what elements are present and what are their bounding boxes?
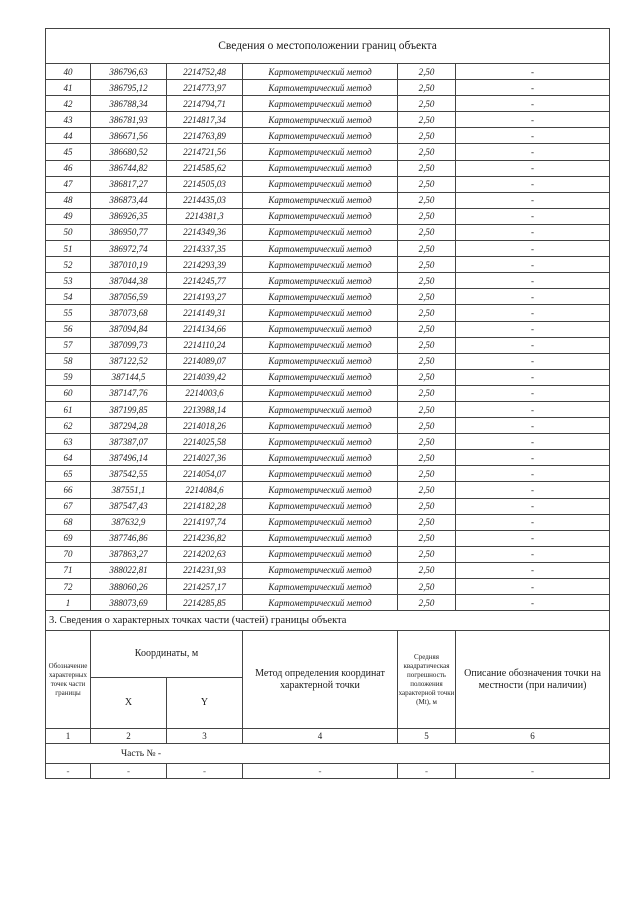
coord-x: 386744,82	[91, 160, 167, 176]
accuracy: 2,50	[398, 112, 456, 128]
coord-y: 2214349,36	[167, 224, 243, 240]
accuracy: 2,50	[398, 434, 456, 450]
point-number: 42	[46, 96, 91, 112]
method: Картометрический метод	[243, 546, 398, 562]
coord-x: 387122,52	[91, 353, 167, 369]
point-number: 46	[46, 160, 91, 176]
coord-y: 2214202,63	[167, 546, 243, 562]
point-number: 58	[46, 353, 91, 369]
point-number: 71	[46, 562, 91, 578]
point-row	[46, 514, 610, 530]
accuracy: 2,50	[398, 192, 456, 208]
description: -	[456, 144, 610, 160]
coord-x: 387542,55	[91, 466, 167, 482]
accuracy: 2,50	[398, 289, 456, 305]
coord-x: 386796,63	[91, 64, 167, 80]
method: Картометрический метод	[243, 80, 398, 96]
description: -	[456, 208, 610, 224]
coord-y: 2214025,58	[167, 434, 243, 450]
description: -	[456, 595, 610, 611]
coord-x: 387073,68	[91, 305, 167, 321]
point-number: 60	[46, 385, 91, 401]
coord-x: 387632,9	[91, 514, 167, 530]
point-number: 59	[46, 369, 91, 385]
coord-x: 387294,28	[91, 418, 167, 434]
point-row	[46, 305, 610, 321]
col-number: 6	[456, 729, 610, 744]
description: -	[456, 241, 610, 257]
accuracy: 2,50	[398, 385, 456, 401]
point-row	[46, 369, 610, 385]
dash-cell: -	[456, 764, 610, 779]
point-row	[46, 450, 610, 466]
method: Картометрический метод	[243, 353, 398, 369]
point-number: 41	[46, 80, 91, 96]
col-number: 2	[91, 729, 167, 744]
point-row	[46, 434, 610, 450]
point-number: 44	[46, 128, 91, 144]
point-row	[46, 273, 610, 289]
section2-title: Сведения о местоположении границ объекта	[46, 29, 610, 64]
description: -	[456, 192, 610, 208]
description: -	[456, 273, 610, 289]
coord-y: 2214337,35	[167, 241, 243, 257]
coord-x: 386795,12	[91, 80, 167, 96]
description: -	[456, 385, 610, 401]
description: -	[456, 562, 610, 578]
description: -	[456, 482, 610, 498]
method: Картометрический метод	[243, 369, 398, 385]
method: Картометрический метод	[243, 64, 398, 80]
method: Картометрический метод	[243, 579, 398, 595]
point-number: 65	[46, 466, 91, 482]
coord-y: 2214134,66	[167, 321, 243, 337]
coord-x: 386680,52	[91, 144, 167, 160]
accuracy: 2,50	[398, 176, 456, 192]
method: Картометрический метод	[243, 96, 398, 112]
description: -	[456, 305, 610, 321]
point-number: 40	[46, 64, 91, 80]
col-number: 3	[167, 729, 243, 744]
coord-y: 2214285,85	[167, 595, 243, 611]
accuracy: 2,50	[398, 562, 456, 578]
coord-y: 2214293,39	[167, 257, 243, 273]
coord-y: 2214817,34	[167, 112, 243, 128]
accuracy: 2,50	[398, 450, 456, 466]
section3-title-row	[46, 611, 610, 631]
point-number: 52	[46, 257, 91, 273]
method: Картометрический метод	[243, 192, 398, 208]
method: Картометрический метод	[243, 257, 398, 273]
description: -	[456, 160, 610, 176]
part-row	[46, 744, 610, 764]
point-row	[46, 192, 610, 208]
point-row	[46, 176, 610, 192]
dash-cell: -	[243, 764, 398, 779]
point-row	[46, 337, 610, 353]
description: -	[456, 401, 610, 417]
accuracy: 2,50	[398, 482, 456, 498]
point-number: 72	[46, 579, 91, 595]
coord-y: 2214003,6	[167, 385, 243, 401]
method: Картометрический метод	[243, 337, 398, 353]
coord-y: 2214257,17	[167, 579, 243, 595]
point-number: 49	[46, 208, 91, 224]
description: -	[456, 128, 610, 144]
coord-y: 2214027,36	[167, 450, 243, 466]
coord-x: 386788,34	[91, 96, 167, 112]
point-number: 68	[46, 514, 91, 530]
coord-x: 386950,77	[91, 224, 167, 240]
coord-y: 2214773,97	[167, 80, 243, 96]
column-number-row	[46, 729, 610, 744]
coord-x: 387044,38	[91, 273, 167, 289]
point-row	[46, 418, 610, 434]
coord-x: 388022,81	[91, 562, 167, 578]
description: -	[456, 579, 610, 595]
method: Картометрический метод	[243, 112, 398, 128]
accuracy: 2,50	[398, 579, 456, 595]
coord-y: 2214236,82	[167, 530, 243, 546]
coord-y: 2214245,77	[167, 273, 243, 289]
coord-y: 2214149,31	[167, 305, 243, 321]
point-row	[46, 64, 610, 80]
accuracy: 2,50	[398, 160, 456, 176]
coord-x: 387387,07	[91, 434, 167, 450]
accuracy: 2,50	[398, 514, 456, 530]
point-number: 48	[46, 192, 91, 208]
coord-y: 2214039,42	[167, 369, 243, 385]
coord-x: 387199,85	[91, 401, 167, 417]
coord-x: 388073,69	[91, 595, 167, 611]
point-number: 51	[46, 241, 91, 257]
point-row	[46, 208, 610, 224]
method: Картометрический метод	[243, 450, 398, 466]
coord-y: 2214231,93	[167, 562, 243, 578]
dash-cell: -	[46, 764, 91, 779]
point-number: 43	[46, 112, 91, 128]
accuracy: 2,50	[398, 224, 456, 240]
point-number: 47	[46, 176, 91, 192]
point-number: 45	[46, 144, 91, 160]
point-row	[46, 80, 610, 96]
coord-x: 387010,19	[91, 257, 167, 273]
empty-point-row	[46, 764, 610, 779]
point-row	[46, 144, 610, 160]
accuracy: 2,50	[398, 128, 456, 144]
point-number: 54	[46, 289, 91, 305]
point-row	[46, 401, 610, 417]
point-row	[46, 579, 610, 595]
coord-x: 386873,44	[91, 192, 167, 208]
coord-y: 2214084,6	[167, 482, 243, 498]
header-coords: Координаты, м	[91, 631, 243, 678]
header-y: Y	[167, 678, 243, 729]
method: Картометрический метод	[243, 530, 398, 546]
description: -	[456, 498, 610, 514]
point-number: 63	[46, 434, 91, 450]
accuracy: 2,50	[398, 546, 456, 562]
coord-x: 387056,59	[91, 289, 167, 305]
section3-header-row-1	[46, 631, 610, 678]
accuracy: 2,50	[398, 530, 456, 546]
header-method: Метод определения координат характерной точки	[243, 631, 398, 729]
method: Картометрический метод	[243, 208, 398, 224]
accuracy: 2,50	[398, 595, 456, 611]
point-row	[46, 241, 610, 257]
accuracy: 2,50	[398, 418, 456, 434]
coord-x: 387746,86	[91, 530, 167, 546]
coord-y: 2214381,3	[167, 208, 243, 224]
coord-y: 2214794,71	[167, 96, 243, 112]
method: Картометрический метод	[243, 401, 398, 417]
description: -	[456, 514, 610, 530]
header-accuracy: Средняя квадратическая погрешность положения характерной точки (Mt), м	[398, 631, 456, 729]
point-row	[46, 385, 610, 401]
description: -	[456, 369, 610, 385]
point-row	[46, 482, 610, 498]
accuracy: 2,50	[398, 466, 456, 482]
coord-x: 388060,26	[91, 579, 167, 595]
point-row	[46, 466, 610, 482]
method: Картометрический метод	[243, 241, 398, 257]
point-number: 67	[46, 498, 91, 514]
description: -	[456, 353, 610, 369]
point-number: 56	[46, 321, 91, 337]
accuracy: 2,50	[398, 96, 456, 112]
coord-y: 2214763,89	[167, 128, 243, 144]
point-row	[46, 530, 610, 546]
coord-y: 2214193,27	[167, 289, 243, 305]
description: -	[456, 80, 610, 96]
col-number: 1	[46, 729, 91, 744]
description: -	[456, 466, 610, 482]
method: Картометрический метод	[243, 385, 398, 401]
coord-x: 386671,56	[91, 128, 167, 144]
point-number: 64	[46, 450, 91, 466]
point-row	[46, 257, 610, 273]
dash-cell: -	[167, 764, 243, 779]
description: -	[456, 176, 610, 192]
coord-y: 2214752,48	[167, 64, 243, 80]
point-number: 1	[46, 595, 91, 611]
description: -	[456, 224, 610, 240]
description: -	[456, 112, 610, 128]
accuracy: 2,50	[398, 257, 456, 273]
coord-y: 2213988,14	[167, 401, 243, 417]
coord-x: 387094,84	[91, 321, 167, 337]
accuracy: 2,50	[398, 208, 456, 224]
section2-title-row	[46, 29, 610, 64]
document-sheet	[45, 28, 609, 779]
accuracy: 2,50	[398, 305, 456, 321]
method: Картометрический метод	[243, 418, 398, 434]
point-number: 70	[46, 546, 91, 562]
accuracy: 2,50	[398, 353, 456, 369]
method: Картометрический метод	[243, 562, 398, 578]
description: -	[456, 450, 610, 466]
description: -	[456, 530, 610, 546]
point-row	[46, 562, 610, 578]
section3-title: 3. Сведения о характерных точках части (частей) границы объекта	[46, 611, 610, 631]
description: -	[456, 289, 610, 305]
point-row	[46, 498, 610, 514]
coord-x: 387863,27	[91, 546, 167, 562]
point-row	[46, 160, 610, 176]
method: Картометрический метод	[243, 273, 398, 289]
coord-y: 2214585,62	[167, 160, 243, 176]
point-number: 69	[46, 530, 91, 546]
method: Картометрический метод	[243, 176, 398, 192]
coord-y: 2214721,56	[167, 144, 243, 160]
col-number: 4	[243, 729, 398, 744]
description: -	[456, 96, 610, 112]
header-desc: Описание обозначения точки на местности (при наличии)	[456, 631, 610, 729]
method: Картометрический метод	[243, 514, 398, 530]
method: Картометрический метод	[243, 595, 398, 611]
method: Картометрический метод	[243, 289, 398, 305]
description: -	[456, 434, 610, 450]
point-row	[46, 289, 610, 305]
coord-y: 2214089,07	[167, 353, 243, 369]
point-row	[46, 321, 610, 337]
coord-x: 386817,27	[91, 176, 167, 192]
accuracy: 2,50	[398, 401, 456, 417]
point-row	[46, 128, 610, 144]
col-number: 5	[398, 729, 456, 744]
header-x: X	[91, 678, 167, 729]
accuracy: 2,50	[398, 498, 456, 514]
accuracy: 2,50	[398, 144, 456, 160]
coord-x: 387496,14	[91, 450, 167, 466]
method: Картометрический метод	[243, 224, 398, 240]
coord-y: 2214505,03	[167, 176, 243, 192]
coord-x: 387099,73	[91, 337, 167, 353]
point-row	[46, 224, 610, 240]
accuracy: 2,50	[398, 241, 456, 257]
description: -	[456, 64, 610, 80]
point-row	[46, 353, 610, 369]
accuracy: 2,50	[398, 321, 456, 337]
point-number: 53	[46, 273, 91, 289]
coord-x: 387551,1	[91, 482, 167, 498]
coord-x: 387144,5	[91, 369, 167, 385]
description: -	[456, 546, 610, 562]
part-label: Часть № -	[46, 744, 610, 764]
coord-x: 386781,93	[91, 112, 167, 128]
point-number: 57	[46, 337, 91, 353]
coord-x: 387147,76	[91, 385, 167, 401]
coord-x: 386926,35	[91, 208, 167, 224]
accuracy: 2,50	[398, 369, 456, 385]
method: Картометрический метод	[243, 482, 398, 498]
method: Картометрический метод	[243, 466, 398, 482]
dash-cell: -	[91, 764, 167, 779]
method: Картометрический метод	[243, 128, 398, 144]
coord-x: 387547,43	[91, 498, 167, 514]
coord-y: 2214197,74	[167, 514, 243, 530]
point-number: 61	[46, 401, 91, 417]
point-row	[46, 546, 610, 562]
accuracy: 2,50	[398, 80, 456, 96]
point-row	[46, 112, 610, 128]
description: -	[456, 337, 610, 353]
point-row	[46, 595, 610, 611]
accuracy: 2,50	[398, 337, 456, 353]
accuracy: 2,50	[398, 273, 456, 289]
coord-x: 386972,74	[91, 241, 167, 257]
boundary-table	[45, 28, 610, 779]
header-point: Обозначение характерных точек части границы	[46, 631, 91, 729]
coord-y: 2214110,24	[167, 337, 243, 353]
description: -	[456, 257, 610, 273]
coord-y: 2214054,07	[167, 466, 243, 482]
method: Картометрический метод	[243, 144, 398, 160]
coord-y: 2214435,03	[167, 192, 243, 208]
dash-cell: -	[398, 764, 456, 779]
coord-y: 2214018,26	[167, 418, 243, 434]
method: Картометрический метод	[243, 498, 398, 514]
method: Картометрический метод	[243, 434, 398, 450]
point-number: 66	[46, 482, 91, 498]
method: Картометрический метод	[243, 160, 398, 176]
method: Картометрический метод	[243, 305, 398, 321]
method: Картометрический метод	[243, 321, 398, 337]
point-number: 50	[46, 224, 91, 240]
coord-y: 2214182,28	[167, 498, 243, 514]
accuracy: 2,50	[398, 64, 456, 80]
description: -	[456, 418, 610, 434]
point-number: 62	[46, 418, 91, 434]
point-number: 55	[46, 305, 91, 321]
point-row	[46, 96, 610, 112]
description: -	[456, 321, 610, 337]
